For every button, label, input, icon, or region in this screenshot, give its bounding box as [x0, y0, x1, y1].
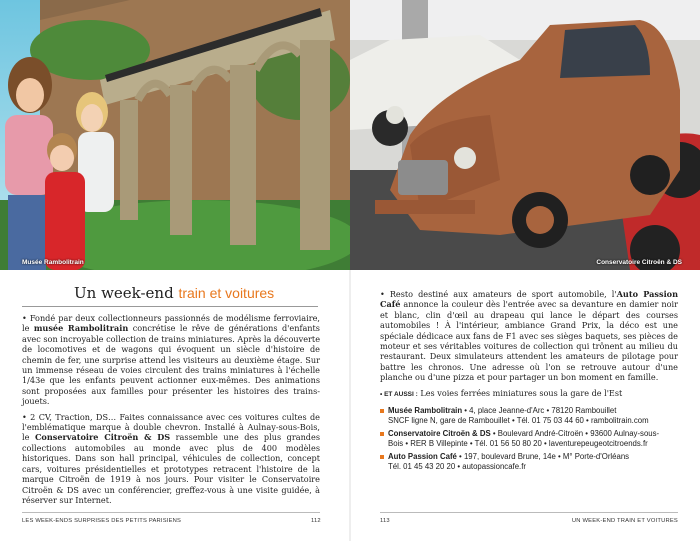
address-auto-passion: Auto Passion Café • 197, boulevard Brune, 14e • M° Porte-d'Orléans Tél. 01 45 43 20 20 • autopassioncafe.fr: [380, 452, 678, 472]
page-title: [74, 284, 274, 302]
paragraph-auto-passion: • Resto destiné aux amateurs de sport automobile, l'Auto Passion Café annonce la couleur dès l'entrée avec sa devanture en damier noir et blanc, clin d'œil au drapeau qui lance le départ des courses automobiles ! À l'intérieur, ambiance Grand Prix, la déco est une spéciale dédicace aux fans de F1 avec ses sièges baquets, ses pièces de moteur et ses véritables voitures de collection qui trônent au milieu du restaurant. Deux simulateurs attendent les amateurs de pilotage pour battre les chronos. Une adresse où l'on se retrouve autour d'une planche ou d'une pizza et pour partager un bon moment en famille.: [380, 289, 678, 383]
rambolitrain-photo: [0, 0, 350, 270]
photo-caption: Musée Rambolitrain: [22, 259, 84, 266]
footer-divider: [22, 512, 320, 513]
right-page: [350, 0, 700, 541]
left-text-column: [22, 313, 320, 510]
also-text: Les voies ferrées miniatures sous la gare de l'Est: [417, 387, 623, 398]
citroen-photo: [350, 0, 700, 270]
photo-caption: Conservatoire Citroën & DS: [596, 259, 682, 266]
bullet-square-icon: [380, 432, 384, 436]
paragraph-citroen: • 2 CV, Traction, DS… Faites connaissance avec ces voitures cultes de l'emblématique marque à double chevron. Installé à Aulnay-sous-Bois, le Conservatoire Citroën & DS rassemble une des plus grandes collections automobiles au monde avec plus de 400 modèles historiques. Dans son hall principal, véhicules de collection, concept cars, voitures présidentielles et prototypes retracent l'histoire de la marque Citroën de 1919 à nos jours. Pour visiter le Conservatoire Citroën & DS avec un conférencier, greffez-vous à une visite guidée, à réserver sur Internet.: [22, 411, 320, 505]
footer-divider: [380, 512, 678, 513]
paragraph-rambolitrain: • Fondé par deux collectionneurs passionnés de modélisme ferroviaire, le musée Rambolitrain concrétise le rêve de générations d'enfants avec son incroyable collection de trains miniatures. Après la découverte de locomotives et de wagons qui évoquent un siècle d'histoire de chemin de fer, une surprise attend les visiteurs au deuxième étage. Sur un immense réseau de voies circulent des trains miniatures à l'échelle 1/43e que les enfants peuvent actionner eux-mêmes. Des animations sont proposées aux familles pour présenter les histoires des trains-jouets.: [22, 313, 320, 407]
title-accent: train et voitures: [178, 285, 275, 301]
book-gutter: [349, 270, 351, 541]
bullet-square-icon: [380, 455, 384, 459]
page-number: 112: [311, 518, 321, 524]
also-label: • ET AUSSI :: [380, 390, 418, 398]
page-number: 113: [380, 518, 390, 524]
children-train-viaduct-image: [0, 0, 350, 270]
right-text-column: [380, 289, 678, 475]
address-rambolitrain: Musée Rambolitrain • 4, place Jeanne-d'Arc • 78120 Rambouillet SNCF ligne N, gare de Rambouillet • Tél. 01 75 03 44 60 • rambolitrain.com: [380, 406, 678, 426]
address-citroen: Conservatoire Citroën & DS • Boulevard André-Citroën • 93600 Aulnay-sous- Bois • RER B Villepinte • Tél. 01 56 50 80 20 • laventurepeugeotcitroends.fr: [380, 429, 678, 449]
running-footer: LES WEEK-ENDS SURPRISES DES PETITS PARISIENS: [22, 518, 182, 524]
title-divider: [22, 306, 318, 307]
also-note: [380, 388, 678, 400]
citroen-2cv-image: [350, 0, 700, 270]
running-footer: UN WEEK-END TRAIN ET VOITURES: [571, 518, 678, 524]
title-plain: Un week-end: [74, 284, 179, 302]
bullet-square-icon: [380, 409, 384, 413]
